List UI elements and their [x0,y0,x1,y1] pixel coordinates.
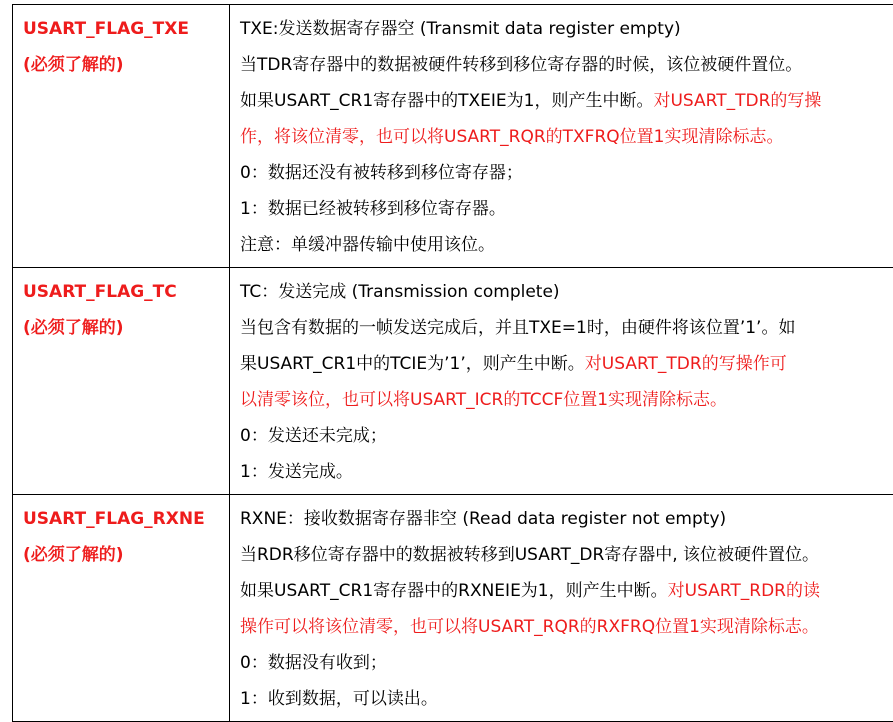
line-highlight: 操作可以将该位清零，也可以将USART_RQR的RXFRQ位置1实现清除标志。 [240,617,819,637]
description-line [240,573,893,609]
line-highlight: 对USART_RDR的读 [668,581,820,601]
flag-note: (必须了解的) [23,310,221,346]
description-line [240,83,893,119]
line-highlight: 作，将该位清零，也可以将USART_RQR的TXFRQ位置1实现清除标志。 [240,127,783,147]
description-cell [230,5,893,268]
line-highlight: 对USART_TDR的写操 [653,91,821,111]
description-line [240,310,893,346]
line-text: 当包含有数据的一帧发送完成后，并且TXE=1时，由硬件将该位置’1’。如 [240,318,795,338]
table-row [13,5,893,268]
flag-name: USART_FLAG_TXE [23,11,221,47]
description-line [240,681,893,717]
line-highlight: 以清零该位，也可以将USART_ICR的TCCF位置1实现清除标志。 [240,390,727,410]
description-line [240,274,893,310]
description-line [240,609,893,645]
flag-note: (必须了解的) [23,47,221,83]
description-line [240,501,893,537]
description-line [240,191,893,227]
flag-name: USART_FLAG_TC [23,274,221,310]
line-text: 1：收到数据，可以读出。 [240,689,438,709]
line-text: 注意：单缓冲器传输中使用该位。 [240,235,495,255]
line-highlight: 对USART_TDR的写操作可 [585,354,787,374]
line-text: 果USART_CR1中的TCIE为’1’，则产生中断。 [240,354,585,374]
flag-cell [13,268,230,495]
line-text: 当RDR移位寄存器中的数据被转移到USART_DR寄存器中, 该位被硬件置位。 [240,545,819,565]
flag-cell [13,495,230,722]
line-text: 0：数据还没有被转移到移位寄存器； [240,163,523,183]
line-text: 1：发送完成。 [240,462,353,482]
description-line [240,382,893,418]
line-text: 0：发送还未完成； [240,426,387,446]
table-row [13,495,893,722]
description-line [240,537,893,573]
description-cell [230,268,893,495]
description-line [240,645,893,681]
description-line [240,418,893,454]
line-text: TXE:发送数据寄存器空 (Transmit data register empty) [240,19,681,39]
description-line [240,346,893,382]
flag-note: (必须了解的) [23,537,221,573]
line-text: 0：数据没有收到； [240,653,387,673]
line-text: 1：数据已经被转移到移位寄存器。 [240,199,506,219]
line-text: 如果USART_CR1寄存器中的RXNEIE为1，则产生中断。 [240,581,668,601]
description-line [240,454,893,490]
table-row [13,268,893,495]
flag-cell [13,5,230,268]
flag-table [12,4,893,722]
line-text: RXNE：接收数据寄存器非空 (Read data register not empty) [240,509,726,529]
line-text: 如果USART_CR1寄存器中的TXEIE为1，则产生中断。 [240,91,653,111]
flag-name: USART_FLAG_RXNE [23,501,221,537]
line-text: 当TDR寄存器中的数据被硬件转移到移位寄存器的时候，该位被硬件置位。 [240,55,802,75]
description-cell [230,495,893,722]
description-line [240,119,893,155]
description-line [240,47,893,83]
description-line [240,155,893,191]
description-line [240,11,893,47]
description-line [240,227,893,263]
line-text: TC：发送完成 (Transmission complete) [240,282,560,302]
